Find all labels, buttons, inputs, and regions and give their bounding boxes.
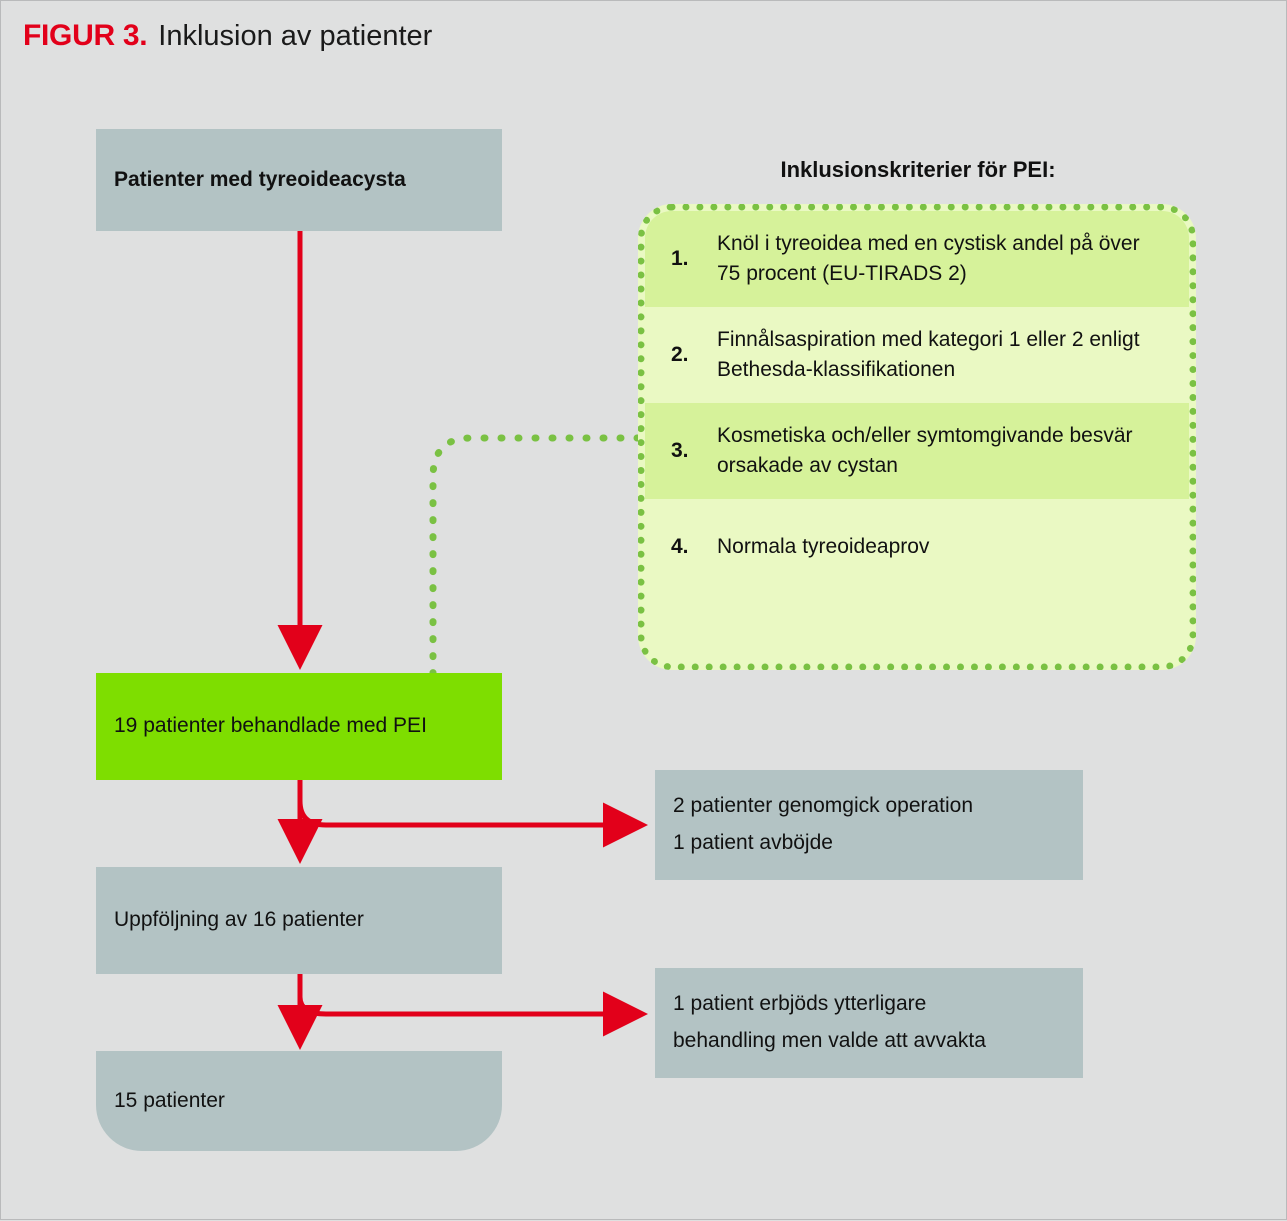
- figure-number: FIGUR 3.: [23, 19, 148, 52]
- flow-box-pei-label: 19 patienter behandlade med PEI: [114, 714, 427, 738]
- criteria-item-3: [645, 403, 1189, 499]
- criteria-item-4-text: Normala tyreoideaprov: [717, 535, 930, 559]
- criteria-item-2-number: 2.: [671, 343, 689, 366]
- flow-box-followup-label: Uppföljning av 16 patienter: [114, 908, 364, 932]
- criteria-item-1: [645, 211, 1189, 307]
- flow-box-final-label: 15 patienter: [114, 1088, 225, 1112]
- flow-box-followup: [96, 867, 502, 974]
- criteria-item-1-text: Knöl i tyreoidea med en cystisk andel på över 75 procent (EU-TIRADS 2): [717, 232, 1140, 285]
- flow-box-patients-label: Patienter med tyreoideacysta: [114, 167, 406, 191]
- dropout-2-line-1: 1 patient erbjöds ytterligare: [673, 992, 927, 1016]
- criteria-item-2: [645, 307, 1189, 403]
- figure-title: Inklusion av patienter: [158, 20, 433, 52]
- criteria-heading: Inklusionskriterier för PEI:: [780, 157, 1056, 182]
- flow-box-dropout-1: [655, 770, 1083, 880]
- criteria-item-3-text: Kosmetiska och/eller symtomgivande besvär orsakade av cystan: [717, 424, 1133, 477]
- flow-box-patients: [96, 129, 502, 231]
- dropout-1-line-1: 2 patienter genomgick operation: [673, 794, 974, 818]
- flow-box-pei: [96, 673, 502, 780]
- criteria-item-2-text: Finnålsaspiration med kategori 1 eller 2 enligt Bethesda-klassifikationen: [717, 328, 1140, 381]
- criteria-item-3-number: 3.: [671, 439, 689, 462]
- criteria-item-4-number: 4.: [671, 535, 689, 558]
- dropout-1-line-2: 1 patient avböjde: [673, 831, 833, 854]
- criteria-panel: [638, 204, 1196, 670]
- figure-title-bar: [23, 19, 432, 53]
- criteria-item-4: [645, 499, 1189, 595]
- flow-box-final: [96, 1051, 502, 1151]
- flow-box-dropout-2: [655, 968, 1083, 1078]
- criteria-item-1-number: 1.: [671, 247, 689, 270]
- dropout-2-line-2: behandling men valde att avvakta: [673, 1029, 986, 1052]
